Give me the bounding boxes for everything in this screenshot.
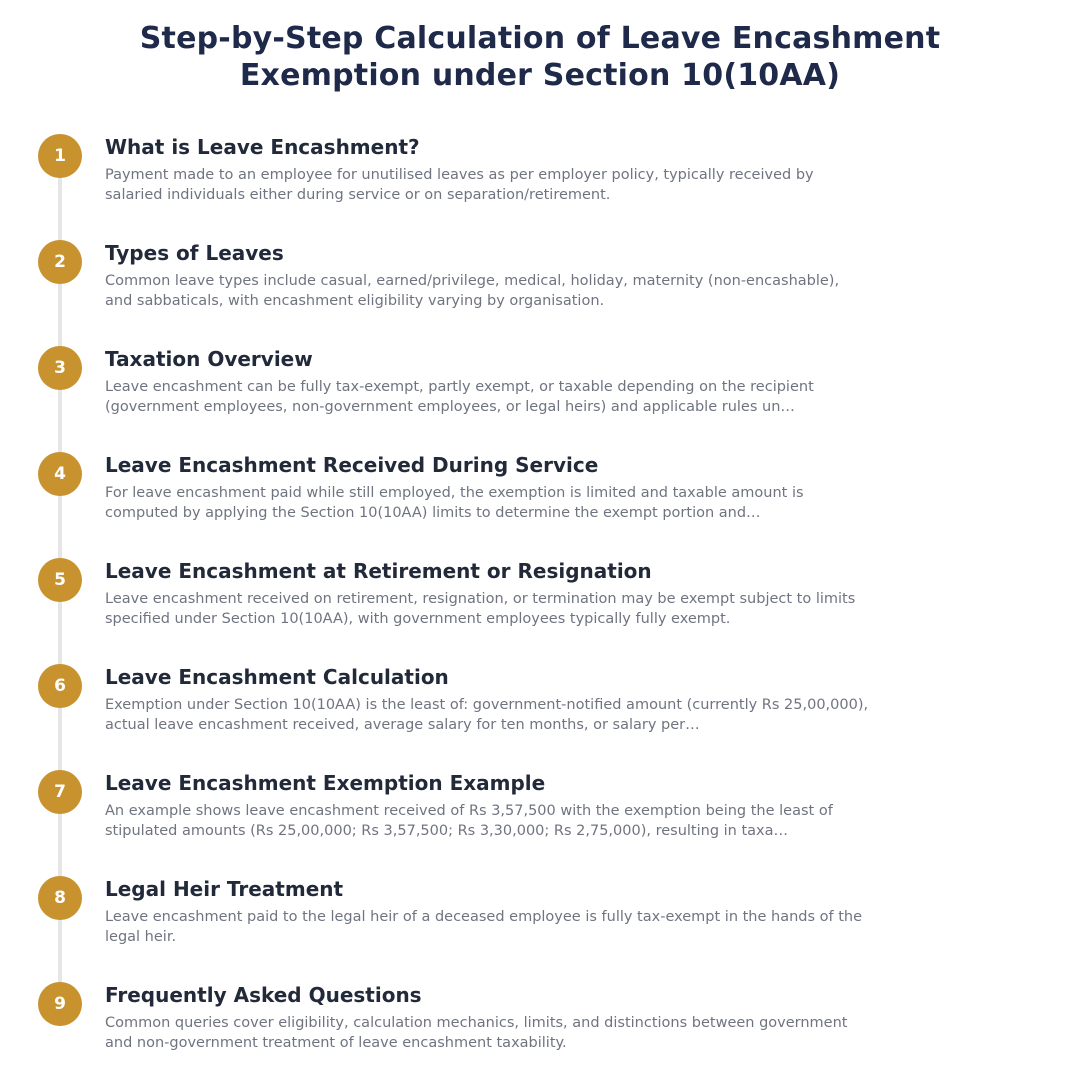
step-number-badge: 9: [38, 982, 82, 1026]
step-title: Legal Heir Treatment: [105, 877, 344, 901]
step-number-badge: 4: [38, 452, 82, 496]
step-item-5: [0, 558, 1080, 664]
step-title: Leave Encashment Exemption Example: [105, 771, 546, 795]
step-number-badge: 2: [38, 240, 82, 284]
step-number-badge: 3: [38, 346, 82, 390]
step-item-8: [0, 876, 1080, 982]
step-number-badge: 6: [38, 664, 82, 708]
page-title-line-1: Step-by-Step Calculation of Leave Encashment: [139, 21, 941, 56]
step-title: Leave Encashment Received During Service: [105, 453, 599, 477]
step-title: Leave Encashment Calculation: [105, 665, 449, 689]
step-description: For leave encashment paid while still employed, the exemption is limited and taxable amount is computed by applying the Section 10(10AA) limits to determine the exempt portion and…: [105, 485, 804, 521]
step-description: An example shows leave encashment received of Rs 3,57,500 with the exemption being the least of stipulated amounts (Rs 25,00,000; Rs 3,57,500; Rs 3,30,000; Rs 2,75,000), resulting in taxa…: [105, 803, 833, 839]
step-item-2: [0, 240, 1080, 346]
step-description: Payment made to an employee for unutilised leaves as per employer policy, typically received by salaried individuals either during service or on separation/retirement.: [105, 167, 814, 203]
step-item-9: [0, 982, 1080, 1088]
step-item-6: [0, 664, 1080, 770]
step-description: Common queries cover eligibility, calculation mechanics, limits, and distinctions between government and non-government treatment of leave encashment taxability.: [105, 1015, 848, 1051]
step-item-1: [0, 134, 1080, 240]
step-description: Common leave types include casual, earned/privilege, medical, holiday, maternity (non-encashable), and sabbaticals, with encashment eligibility varying by organisation.: [105, 273, 840, 309]
step-number-badge: 1: [38, 134, 82, 178]
step-item-4: [0, 452, 1080, 558]
step-title: Leave Encashment at Retirement or Resignation: [105, 559, 652, 583]
step-number-badge: 7: [38, 770, 82, 814]
step-number-badge: 8: [38, 876, 82, 920]
step-number-badge: 5: [38, 558, 82, 602]
step-item-3: [0, 346, 1080, 452]
step-description: Exemption under Section 10(10AA) is the least of: government-notified amount (currently Rs 25,00,000), actual leave encashment received, average salary for ten months, or salary per…: [105, 697, 869, 733]
page-title-line-2: Exemption under Section 10(10AA): [239, 58, 841, 93]
step-title: Taxation Overview: [105, 347, 313, 371]
step-title: Frequently Asked Questions: [105, 983, 422, 1007]
step-title: Types of Leaves: [105, 241, 284, 265]
step-description: Leave encashment paid to the legal heir of a deceased employee is fully tax-exempt in the hands of the legal heir.: [105, 909, 863, 945]
page-title: [0, 20, 1080, 94]
step-item-7: [0, 770, 1080, 876]
step-title: What is Leave Encashment?: [105, 135, 420, 159]
step-description: Leave encashment received on retirement, resignation, or termination may be exempt subject to limits specified under Section 10(10AA), with government employees typically fully exempt.: [105, 591, 856, 627]
step-description: Leave encashment can be fully tax-exempt, partly exempt, or taxable depending on the recipient (government employees, non-government employees, or legal heirs) and applicable rules un…: [105, 379, 814, 415]
